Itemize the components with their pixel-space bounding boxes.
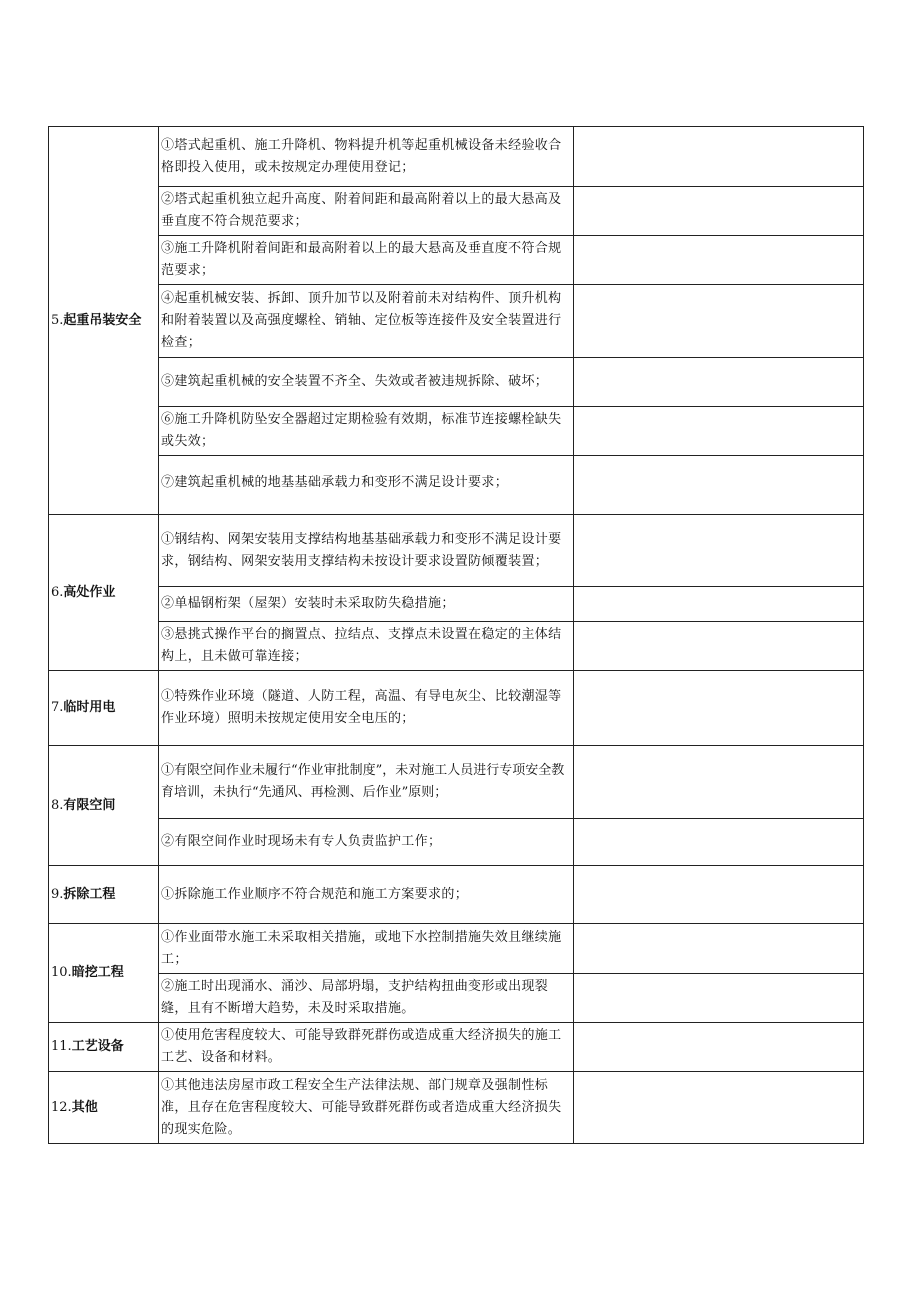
table-row [49,924,864,974]
category-number: 10. [51,965,72,980]
category-number: 6. [51,584,64,600]
table-row [49,407,864,456]
category-cell [49,1072,159,1144]
item-text: ②塔式起重机独立起升高度、附着间距和最高附着以上的最大悬高及垂直度不符合规范要求； [159,187,574,236]
item-text: ⑤建筑起重机械的安全装置不齐全、失效或者被违规拆除、破坏； [159,358,574,407]
notes-cell[interactable] [574,1023,864,1072]
item-text: ②单榀钢桁架（屋架）安装时未采取防失稳措施； [159,587,574,622]
category-number: 7. [51,700,64,715]
notes-cell[interactable] [574,187,864,236]
notes-cell[interactable] [574,819,864,866]
category-cell [49,671,159,746]
item-text: ③施工升降机附着间距和最高附着以上的最大悬高及垂直度不符合规范要求； [159,236,574,285]
item-text: ①特殊作业环境（隧道、人防工程，高温、有导电灰尘、比较潮湿等作业环境）照明未按规定使用安全电压的； [159,671,574,746]
table-row [49,515,864,587]
notes-cell[interactable] [574,924,864,974]
notes-cell[interactable] [574,622,864,671]
table-row [49,1023,864,1072]
notes-cell[interactable] [574,127,864,187]
item-text: ④起重机械安装、拆卸、顶升加节以及附着前未对结构件、顶升机构和附着装置以及高强度螺栓、销轴、定位板等连接件及安全装置进行检查； [159,285,574,358]
item-text: ①使用危害程度较大、可能导致群死群伤或造成重大经济损失的施工工艺、设备和材料。 [159,1023,574,1072]
category-cell [49,127,159,515]
table-row [49,456,864,515]
item-text: ①有限空间作业未履行“作业审批制度”，未对施工人员进行专项安全教育培训，未执行“先通风、再检测、后作业”原则； [159,746,574,819]
category-cell [49,924,159,1023]
notes-cell[interactable] [574,236,864,285]
item-text: ①塔式起重机、施工升降机、物料提升机等起重机械设备未经验收合格即投入使用，或未按规定办理使用登记； [159,127,574,187]
category-number: 12. [51,1099,72,1115]
table-row [49,866,864,924]
item-text: ⑦建筑起重机械的地基基础承载力和变形不满足设计要求； [159,456,574,515]
item-text: ②施工时出现涌水、涌沙、局部坍塌，支护结构扭曲变形或出现裂缝，且有不断增大趋势，未及时采取措施。 [159,974,574,1023]
item-text: ①拆除施工作业顺序不符合规范和施工方案要求的； [159,866,574,924]
category-number: 11. [51,1039,72,1054]
category-cell [49,746,159,866]
table-row [49,127,864,187]
notes-cell[interactable] [574,285,864,358]
category-label: 高处作业 [63,584,116,600]
category-label: 拆除工程 [63,886,116,902]
category-label: 工艺设备 [71,1039,124,1054]
table-row [49,285,864,358]
category-label: 起重吊装安全 [63,312,142,328]
notes-cell[interactable] [574,456,864,515]
notes-cell[interactable] [574,974,864,1023]
notes-cell[interactable] [574,515,864,587]
table-row [49,671,864,746]
category-label: 有限空间 [63,797,116,813]
notes-cell[interactable] [574,671,864,746]
category-label: 暗挖工程 [71,965,124,980]
table-row [49,622,864,671]
item-text: ⑥施工升降机防坠安全器超过定期检验有效期，标准节连接螺栓缺失或失效； [159,407,574,456]
category-number: 8. [51,797,64,813]
table-row [49,187,864,236]
category-label: 临时用电 [63,700,116,715]
table-row [49,746,864,819]
notes-cell[interactable] [574,358,864,407]
category-label: 其他 [71,1099,98,1115]
item-text: ①钢结构、网架安装用支撑结构地基基础承载力和变形不满足设计要求，钢结构、网架安装用支撑结构未按设计要求设置防倾覆装置； [159,515,574,587]
hazard-checklist-table [48,126,864,1144]
notes-cell[interactable] [574,587,864,622]
table-row [49,819,864,866]
table-row [49,974,864,1023]
table-row [49,236,864,285]
item-text: ②有限空间作业时现场未有专人负责监护工作； [159,819,574,866]
item-text: ③悬挑式操作平台的搁置点、拉结点、支撑点未设置在稳定的主体结构上，且未做可靠连接； [159,622,574,671]
notes-cell[interactable] [574,866,864,924]
table-row [49,1072,864,1144]
table-row [49,358,864,407]
item-text: ①其他违法房屋市政工程安全生产法律法规、部门规章及强制性标准，且存在危害程度较大、可能导致群死群伤或者造成重大经济损失的现实危险。 [159,1072,574,1144]
item-text: ①作业面带水施工未采取相关措施，或地下水控制措施失效且继续施工； [159,924,574,974]
notes-cell[interactable] [574,1072,864,1144]
notes-cell[interactable] [574,407,864,456]
category-cell [49,515,159,671]
category-cell [49,1023,159,1072]
category-cell [49,866,159,924]
category-number: 5. [51,312,64,328]
table-row [49,587,864,622]
category-number: 9. [51,886,64,902]
notes-cell[interactable] [574,746,864,819]
